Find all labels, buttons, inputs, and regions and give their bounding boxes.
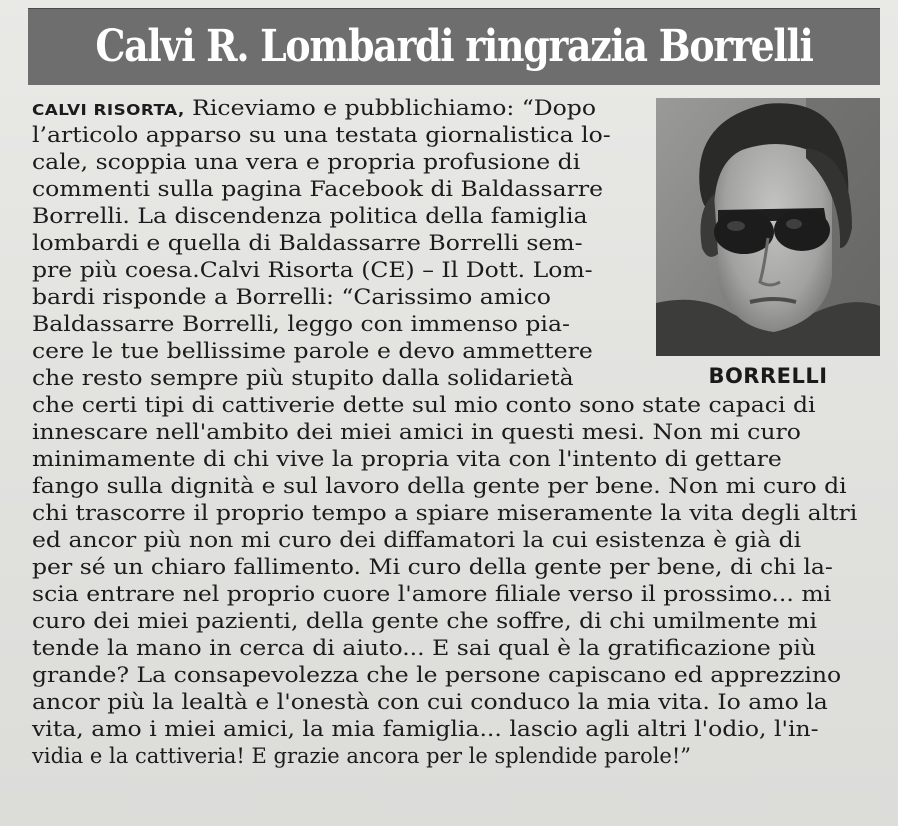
body-line: [32, 311, 640, 338]
body-text: vita, amo i miei amici, la mia famiglia... lascio agli altri l'odio, l'in-: [32, 717, 819, 741]
body-text: scia entrare nel proprio cuore l'amore filiale verso il prossimo... mi: [32, 582, 832, 606]
body-line: [32, 662, 880, 689]
body-text: cale, scoppia una vera e propria profusione di: [32, 150, 581, 174]
body-line: [32, 203, 640, 230]
body-line: [32, 446, 880, 473]
body-line: [32, 230, 640, 257]
body-text: ed ancor più non mi curo dei diffamatori la cui esistenza è già di: [32, 528, 802, 552]
body-line: [32, 581, 880, 608]
body-text: curo dei miei pazienti, della gente che soffre, di chi umilmente mi: [32, 609, 818, 633]
body-line: [32, 392, 880, 419]
body-line: [32, 149, 640, 176]
photo-caption: BORRELLI: [708, 364, 828, 388]
body-text: per sé un chiaro fallimento. Mi curo della gente per bene, di chi la-: [32, 555, 833, 579]
body-line: [32, 743, 880, 770]
body-line: [32, 419, 880, 446]
body-text: commenti sulla pagina Facebook di Baldassarre: [32, 177, 604, 201]
body-text: fango sulla dignità e sul lavoro della gente per bene. Non mi curo di: [32, 474, 847, 498]
body-text: che resto sempre più stupito dalla solidarietà: [32, 366, 574, 390]
body-line: [32, 554, 880, 581]
body-line: [32, 527, 880, 554]
body-text: tende la mano in cerca di aiuto... E sai qual è la gratificazione più: [32, 636, 817, 660]
body-line: [32, 500, 880, 527]
body-line: [32, 284, 640, 311]
body-text: Borrelli. La discendenza politica della famiglia: [32, 204, 588, 228]
dateline: CALVI RISORTA,: [32, 101, 185, 119]
body-text: pre più coesa.Calvi Risorta (CE) – Il Dott. Lom-: [32, 258, 593, 282]
body-line: [32, 338, 640, 365]
body-text: lombardi e quella di Baldassarre Borrelli sem-: [32, 231, 583, 255]
headline: Calvi R. Lombardi ringrazia Borrelli: [95, 21, 813, 72]
body-line: [32, 635, 880, 662]
body-text: Baldassarre Borrelli, leggo con immenso pia-: [32, 312, 570, 336]
body-line: [32, 176, 640, 203]
headline-bar: [28, 8, 880, 85]
body-line: [32, 95, 640, 122]
body-text: innescare nell'ambito dei miei amici in questi mesi. Non mi curo: [32, 420, 801, 444]
body-text: cere le tue bellissime parole e devo ammettere: [32, 339, 593, 363]
body-line: [32, 689, 880, 716]
body-line: [32, 716, 880, 743]
body-text: che certi tipi di cattiverie dette sul mio conto sono state capaci di: [32, 393, 816, 417]
body-text: chi trascorre il proprio tempo a spiare miseramente la vita degli altri: [32, 501, 858, 525]
body-line: [32, 257, 640, 284]
body-line: [32, 365, 640, 392]
body-text: Riceviamo e pubblichiamo: “Dopo: [184, 96, 597, 120]
body-text: grande? La consapevolezza che le persone capiscano ed apprezzino: [32, 663, 842, 687]
body-text: ancor più la lealtà e l'onestà con cui conduco la mia vita. Io amo la: [32, 690, 828, 714]
body-text: l’articolo apparso su una testata giornalistica lo-: [32, 123, 611, 147]
borrelli-photo: [656, 98, 880, 356]
body-line: [32, 608, 880, 635]
body-line: [32, 122, 640, 149]
body-text: bardi risponde a Borrelli: “Carissimo amico: [32, 285, 551, 309]
body-text: minimamente di chi vive la propria vita con l'intento di gettare: [32, 447, 782, 471]
body-text: vidia e la cattiveria! E grazie ancora per le splendide parole!”: [32, 744, 692, 768]
body-line: [32, 473, 880, 500]
